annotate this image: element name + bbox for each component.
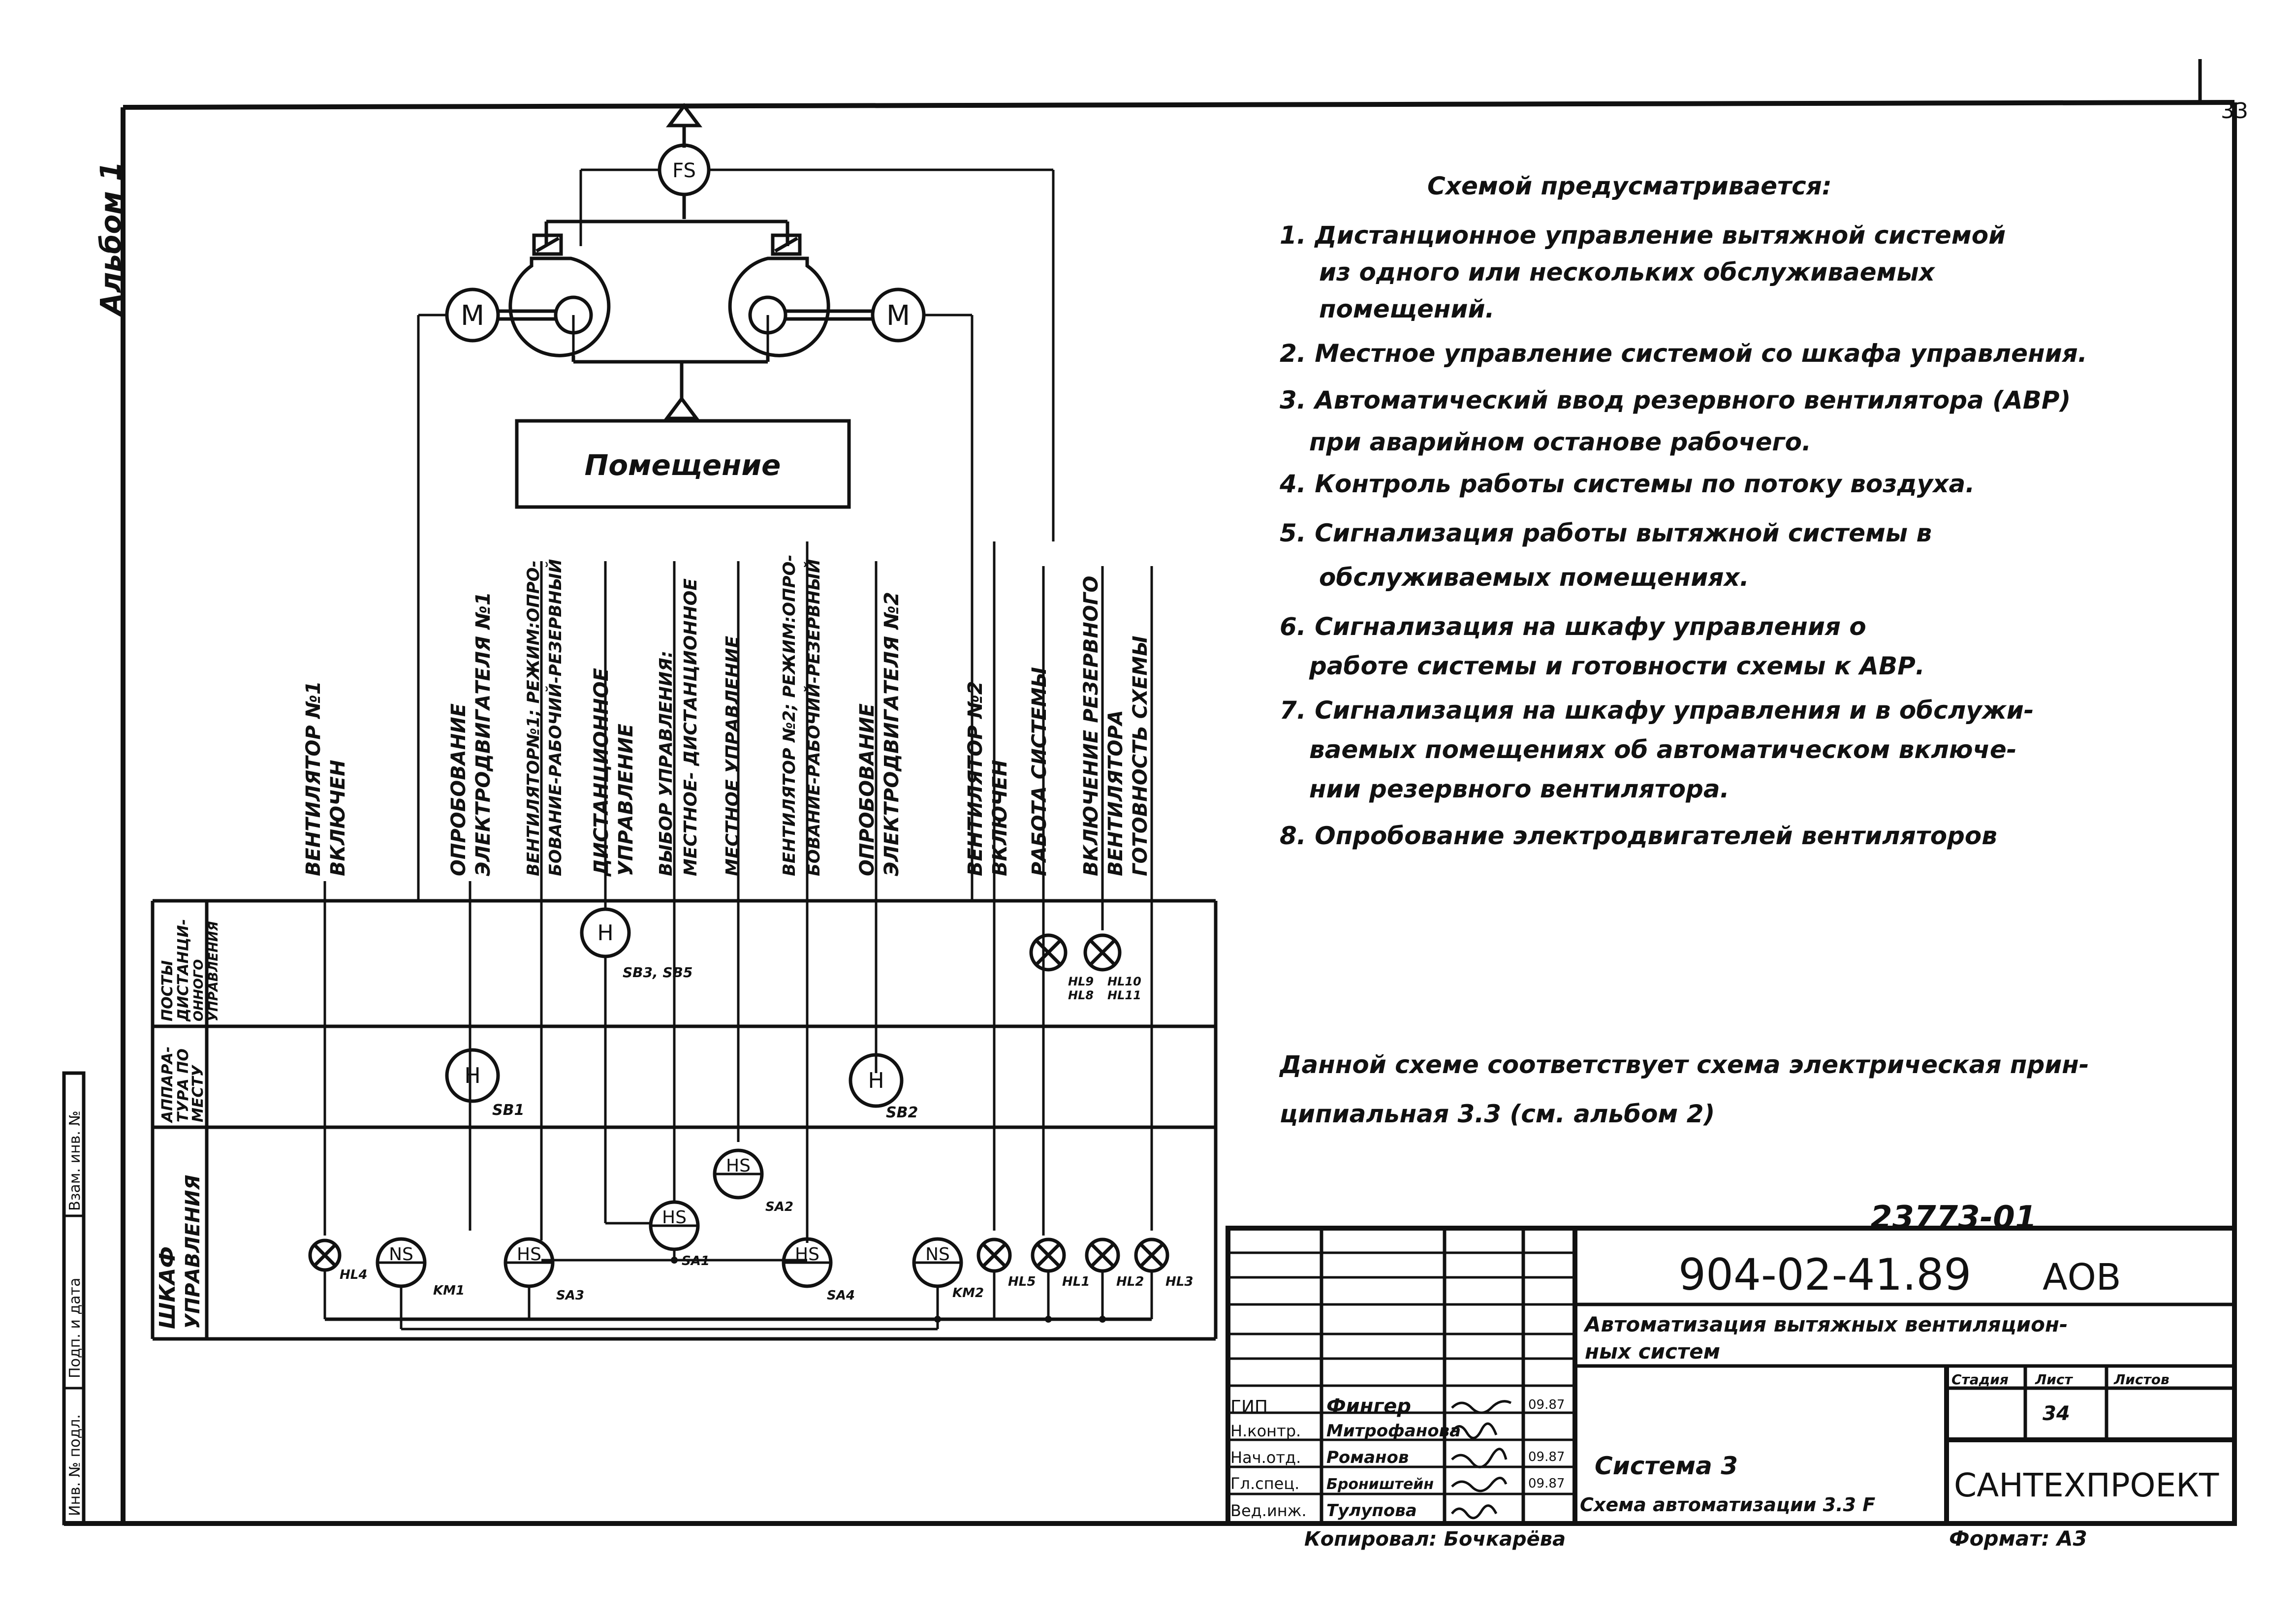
col-label-1a: ВЕНТИЛЯТОР №1 (302, 681, 325, 876)
role-3: Нач.отд. (1230, 1448, 1301, 1467)
row2-label-b: ТУРА ПО (175, 1048, 192, 1122)
doc-code: 904-02-41.89 (1678, 1249, 1972, 1300)
col-label-5c: МЕСТНОЕ УПРАВЛЕНИЕ (723, 635, 743, 876)
sa3-symbol: HS (517, 1244, 541, 1265)
date-4: 09.87 (1528, 1476, 1565, 1491)
role-5: Вед.инж. (1230, 1501, 1307, 1520)
sa2-label: SA2 (765, 1200, 793, 1214)
note-line-6: при аварийном останове рабочего. (1309, 428, 1811, 456)
sa3-label: SA3 (556, 1288, 584, 1303)
row1-label-c: ОННОГО (191, 959, 206, 1021)
stage-header: Стадия (1951, 1371, 2009, 1388)
stamp-podp: Подп. и дата (66, 1277, 84, 1378)
sb2-label: SB2 (886, 1104, 918, 1121)
col-label-6b: БОВАНИЕ-РАБОЧИЙ-РЕЗЕРВНЫЙ (804, 559, 824, 876)
column-labels (302, 555, 1152, 877)
drawing-name: Схема автоматизации 3.3 F (1580, 1494, 1876, 1516)
role-4: Гл.спец. (1230, 1474, 1300, 1493)
name-3: Романов (1326, 1448, 1409, 1467)
title-line-1: Автоматизация вытяжных вентиляцион- (1585, 1312, 2068, 1336)
reference-line-2: ципиальная 3.3 (см. альбом 2) (1280, 1100, 1715, 1128)
hl10-label: HL10 (1107, 975, 1141, 988)
hl4-label: HL4 (340, 1268, 368, 1282)
notes-heading: Схемой предусматривается: (1427, 172, 1832, 200)
notes (1279, 172, 2089, 1128)
sa1-label: SA1 (682, 1254, 710, 1269)
row1-label-b: ДИСТАНЦИ- (175, 919, 192, 1021)
note-line-14: нии резервного вентилятора. (1309, 775, 1730, 803)
note-line-10: 6. Сигнализация на шкафу управления о (1280, 612, 1866, 641)
row1-label-a: ПОСТЫ (159, 960, 176, 1021)
page-number: 33 (2221, 98, 2248, 124)
name-2: Митрофанова (1326, 1421, 1461, 1441)
sa4-label: SA4 (827, 1288, 855, 1303)
col-label-7a: ОПРОБОВАНИЕ (856, 703, 879, 876)
reference-line-1: Данной схеме соответствует схема электрическая прин- (1280, 1050, 2089, 1079)
motor-1-label: M (460, 300, 485, 332)
note-line-4: 2. Местное управление системой со шкафа управления. (1280, 339, 2087, 368)
sheets-header: Листов (2114, 1371, 2170, 1388)
signature-1 (1452, 1401, 1511, 1413)
motor-2-label: M (886, 300, 911, 332)
name-5: Тулупова (1326, 1501, 1417, 1521)
col-label-9a: РАБОТА СИСТЕМЫ (1028, 667, 1051, 876)
sb3-label: SB3, SB5 (623, 964, 693, 981)
col-label-8b: ВКЛЮЧЕН (989, 760, 1011, 876)
stamp-zamen: Взам. инв. № (66, 1110, 84, 1211)
local-button-1-label: H (464, 1063, 481, 1088)
album-label: Альбом 1 (94, 161, 127, 315)
sb1-label: SB1 (492, 1102, 525, 1119)
name-4: Броништейн (1326, 1476, 1434, 1493)
note-line-5: 3. Автоматический ввод резервного вентилятора (АВР) (1280, 386, 2071, 414)
col-label-6a: ВЕНТИЛЯТОР №2; РЕЖИМ:ОПРО- (780, 554, 799, 876)
sa4-symbol: HS (795, 1244, 819, 1265)
note-line-15: 8. Опробование электродвигателей вентиляторов (1280, 822, 1997, 850)
note-line-9: обслуживаемых помещениях. (1319, 563, 1749, 592)
note-line-7: 4. Контроль работы системы по потоку воздуха. (1280, 470, 1975, 498)
devices (310, 909, 1193, 1329)
local-button-2-label: H (868, 1068, 884, 1093)
sheet-header: Лист (2035, 1371, 2073, 1388)
hl11-label: HL11 (1107, 988, 1141, 1002)
side-stamp (64, 1073, 84, 1523)
flow-switch-label: FS (672, 159, 696, 182)
note-line-13: ваемых помещениях об автоматическом включе- (1309, 735, 2017, 764)
col-label-5a: ВЫБОР УПРАВЛЕНИЯ: (656, 650, 676, 876)
note-line-8: 5. Сигнализация работы вытяжной системы в (1280, 519, 1932, 547)
sheet-number: 34 (2043, 1402, 2070, 1425)
col-label-3a: ВЕНТИЛЯТОР№1; РЕЖИМ:ОПРО- (524, 560, 543, 876)
sa1-symbol: HS (662, 1207, 687, 1228)
column-label-strokes (325, 541, 1152, 1243)
system-name: Система 3 (1595, 1452, 1738, 1480)
organization: САНТЕХПРОЕКТ (1954, 1466, 2219, 1504)
col-label-2b: ЭЛЕКТРОДВИГАТЕЛЯ №1 (472, 592, 495, 876)
row1-label-d: УПРАВЛЕНИЯ (206, 921, 221, 1021)
fan-2-housing-icon (730, 258, 828, 355)
title-line-2: ных систем (1585, 1339, 1721, 1364)
room-label: Помещение (584, 448, 781, 482)
hl8-label: HL8 (1068, 988, 1094, 1002)
signature-3 (1452, 1449, 1506, 1467)
format-label: Формат: А3 (1949, 1526, 2087, 1551)
note-line-11: работе системы и готовности схемы к АВР. (1309, 652, 1925, 680)
col-label-11a: ГОТОВНОСТЬ СХЕМЫ (1129, 635, 1152, 876)
hl9-label: HL9 (1068, 975, 1094, 988)
sa2-symbol: HS (726, 1156, 751, 1176)
col-label-2a: ОПРОБОВАНИЕ (447, 703, 470, 876)
date-3: 09.87 (1528, 1450, 1565, 1464)
remote-button-label: H (597, 920, 614, 946)
col-label-5b: МЕСТНОЕ- ДИСТАНЦИОННОЕ (681, 578, 701, 876)
row-labels (155, 919, 221, 1329)
col-label-1b: ВКЛЮЧЕН (327, 760, 349, 876)
col-label-7b: ЭЛЕКТРОДВИГАТЕЛЯ №2 (881, 592, 903, 876)
note-line-3: помещений. (1319, 295, 1495, 323)
role-2: Н.контр. (1230, 1422, 1301, 1440)
col-label-3b: БОВАНИЕ-РАБОЧИЙ-РЕЗЕРВНЫЙ (546, 559, 566, 876)
signature-5 (1452, 1506, 1496, 1518)
km2-symbol: NS (925, 1244, 950, 1265)
hl1-label: HL1 (1062, 1274, 1090, 1289)
col-label-4a: ДИСТАНЦИОННОЕ (590, 667, 613, 876)
title-block (1228, 1200, 2234, 1551)
col-label-10b: ВЕНТИЛЯТОРА (1104, 710, 1127, 876)
km1-label: KM1 (433, 1283, 465, 1298)
km1-symbol: NS (389, 1244, 413, 1265)
stamp-inv: Инв. № подл. (66, 1414, 84, 1516)
copied-by: Копировал: Бочкарёва (1304, 1528, 1566, 1551)
col-label-4b: УПРАВЛЕНИЕ (615, 724, 637, 876)
signature-4 (1452, 1478, 1506, 1491)
row3-label-b: УПРАВЛЕНИЯ (182, 1174, 204, 1329)
exhaust-arrow-icon (669, 106, 699, 126)
note-line-1: 1. Дистанционное управление вытяжной системой (1280, 221, 2006, 250)
row2-label-a: АППАРА- (159, 1046, 176, 1122)
intake-arrow-icon (667, 399, 696, 418)
date-1: 09.87 (1528, 1397, 1565, 1412)
inventory-number: 23773-01 (1870, 1200, 2037, 1236)
km2-label: KM2 (952, 1286, 984, 1301)
name-1: Фингер (1326, 1395, 1411, 1418)
note-line-12: 7. Сигнализация на шкафу управления и в обслужи- (1280, 696, 2034, 725)
role-1: ГИП (1230, 1397, 1268, 1417)
sheet-code: АОВ (2043, 1256, 2121, 1299)
note-line-2: из одного или нескольких обслуживаемых (1319, 258, 1935, 286)
col-label-10a: ВКЛЮЧЕНИЕ РЕЗЕРВНОГО (1080, 575, 1102, 876)
row3-label-a: ШКАФ (155, 1246, 180, 1329)
hl2-label: HL2 (1116, 1274, 1144, 1289)
col-label-8a: ВЕНТИЛЯТОР №2 (964, 681, 987, 876)
hl5-label: HL5 (1008, 1274, 1036, 1289)
row2-label-c: МЕСТУ (189, 1065, 207, 1122)
hl3-label: HL3 (1165, 1274, 1194, 1289)
